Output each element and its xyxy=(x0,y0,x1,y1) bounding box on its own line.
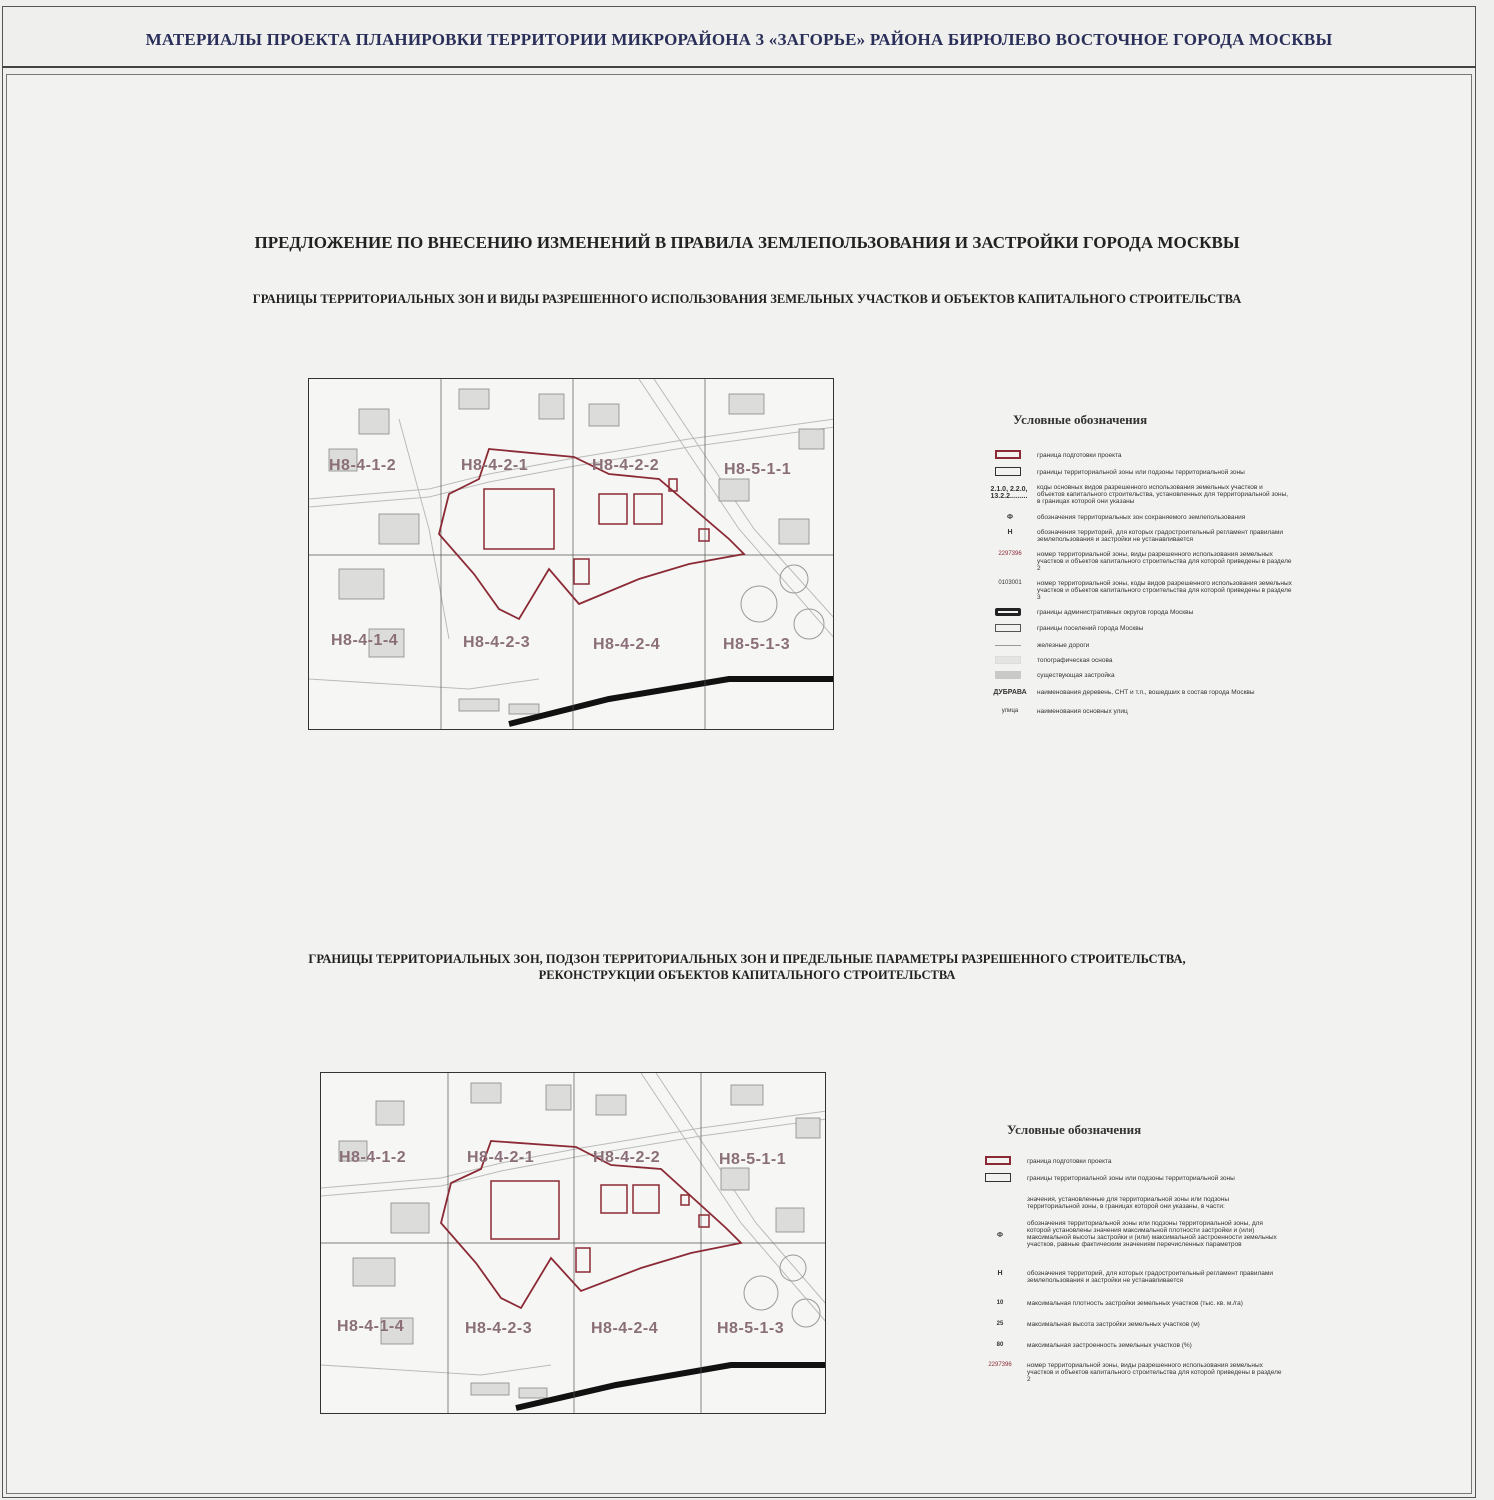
topo-swatch xyxy=(995,656,1021,664)
section1-subtitle: ГРАНИЦЫ ТЕРРИТОРИАЛЬНЫХ ЗОН И ВИДЫ РАЗРЕШЕННОГО ИСПОЛЬЗОВАНИЯ ЗЕМЕЛЬНЫХ УЧАСТКОВ И ОБЪЕКТОВ КАПИТАЛЬНОГО СТРОИТЕЛЬСТВА xyxy=(252,292,1242,306)
zone-boundary-swatch xyxy=(995,467,1021,476)
poster-header xyxy=(2,6,1476,68)
zone-boundary-swatch xyxy=(985,1173,1011,1182)
zone-label: Н8-5-1-3 xyxy=(717,1320,785,1337)
zoning-map-2 xyxy=(320,1072,826,1414)
existing-building-swatch xyxy=(995,671,1021,679)
zone-label: Н8-4-1-4 xyxy=(331,632,399,649)
okrug-boundary-swatch xyxy=(995,608,1021,616)
zone-label: Н8-4-2-4 xyxy=(591,1320,659,1337)
zone-label: Н8-4-1-4 xyxy=(337,1318,405,1335)
section2-title-line1: ГРАНИЦЫ ТЕРРИТОРИАЛЬНЫХ ЗОН, ПОДЗОН ТЕРРИТОРИАЛЬНЫХ ЗОН И ПРЕДЕЛЬНЫЕ ПАРАМЕТРЫ РАЗРЕШЕННОГО СТРОИТЕЛЬСТВА, xyxy=(308,952,1186,966)
legend-item: 2.1.0, 2.2.0, 13.2.2......... коды основных видов разрешенного использования земельных участков и объектов капитального строительства, установленных для территориальной зоны, в границах которой они указаны xyxy=(990,484,1289,505)
legend-title: Условные обозначения xyxy=(1007,1122,1142,1137)
settlement-boundary-swatch xyxy=(995,624,1021,632)
legend-title: Условные обозначения xyxy=(1013,412,1148,427)
zone-label: Н8-5-1-3 xyxy=(723,636,791,653)
project-boundary-swatch xyxy=(985,1156,1011,1165)
zone-label: Н8-5-1-1 xyxy=(719,1151,787,1168)
section2-title-line2: РЕКОНСТРУКЦИИ ОБЪЕКТОВ КАПИТАЛЬНОГО СТРОИТЕЛЬСТВА xyxy=(538,968,956,982)
map-drawing xyxy=(321,1073,826,1414)
zone-label: Н8-4-2-3 xyxy=(465,1320,533,1337)
zone-label: Н8-4-1-2 xyxy=(329,457,397,474)
poster-title: МАТЕРИАЛЫ ПРОЕКТА ПЛАНИРОВКИ ТЕРРИТОРИИ МИКРОРАЙОНА 3 «ЗАГОРЬЕ» РАЙОНА БИРЮЛЕВО ВОСТОЧНОЕ ГОРОДА МОСКВЫ xyxy=(145,30,1333,49)
legend-2: Условные обозначения граница подготовки проекта границы территориальной зоны или подзоны территориальной зоны значения, установленные для территориальной зоны или подзоны территориальной зоны, в границах которой они указаны, в части: Ф обозначения территориальной зоны или подзоны территориальной зоны, для которой установлены значения максимальной плотности застройки и (или) максимальной высоты застройки и (или) максимальной застроенности земельных участков, равные фактическим значениям перечисленных параметров Н обозначения территорий, для которых градостроительный регламент правилами землепользования и застройки не устанавливается 10 максимальная плотность застройки земельных участков (тыс. кв. м./га) 25 максимальная высота застройки земельных участков (м) 80 максимальная застроенность земельных участков (%) 2297396 номер территориальной зоны, виды разрешенного использования земельных участков и объектов капитального строительства для которой приведены в разделе 2 xyxy=(975,1120,1305,1400)
railway-swatch xyxy=(995,645,1021,646)
project-boundary-swatch xyxy=(995,450,1021,459)
zone-label: Н8-4-2-4 xyxy=(593,636,661,653)
zone-label: Н8-5-1-1 xyxy=(724,461,792,478)
zone-label: Н8-4-2-1 xyxy=(467,1149,535,1166)
zone-label: Н8-4-2-2 xyxy=(593,1149,661,1166)
legend-1: Условные обозначения граница подготовки проекта границы территориальной зоны или подзоны территориальной зоны 2.1.0, 2.2.0, 13.2.2......... коды основных видов разрешенного использования земельных участков и объектов капитального строительства, установленных для территориальной зоны, в границах которой они указаны Ф обозначения территориальных зон сохраняемого землепользования Н обозначения территорий, для которых градостроительный регламент правилами землепользования и застройки не устанавливается 2297396 номер территориальной зоны, виды разрешенного использования земельных участков и объектов капитального строительства для которой приведены в разделе 2 0103001 номер территориальной зоны, коды видов разрешенного использования земельных участков и объектов капитального строительства для которой приведены в разделе 3 границы административных округов города Москвы границы поселений города Москвы железные дороги топографическая основа существующая застройка ДУБРАВА наименования деревень, СНТ и т.п., вошедших в состав города Москвы улица наименования основных улиц xyxy=(985,410,1305,730)
section1-title: ПРЕДЛОЖЕНИЕ ПО ВНЕСЕНИЮ ИЗМЕНЕНИЙ В ПРАВИЛА ЗЕМЛЕПОЛЬЗОВАНИЯ И ЗАСТРОЙКИ ГОРОДА МОСКВЫ xyxy=(254,233,1240,252)
map-drawing xyxy=(309,379,834,730)
zone-label: Н8-4-1-2 xyxy=(339,1149,407,1166)
zoning-map-1 xyxy=(308,378,834,730)
zone-label: Н8-4-2-1 xyxy=(461,457,529,474)
zone-label: Н8-4-2-2 xyxy=(592,457,660,474)
zone-label: Н8-4-2-3 xyxy=(463,634,531,651)
